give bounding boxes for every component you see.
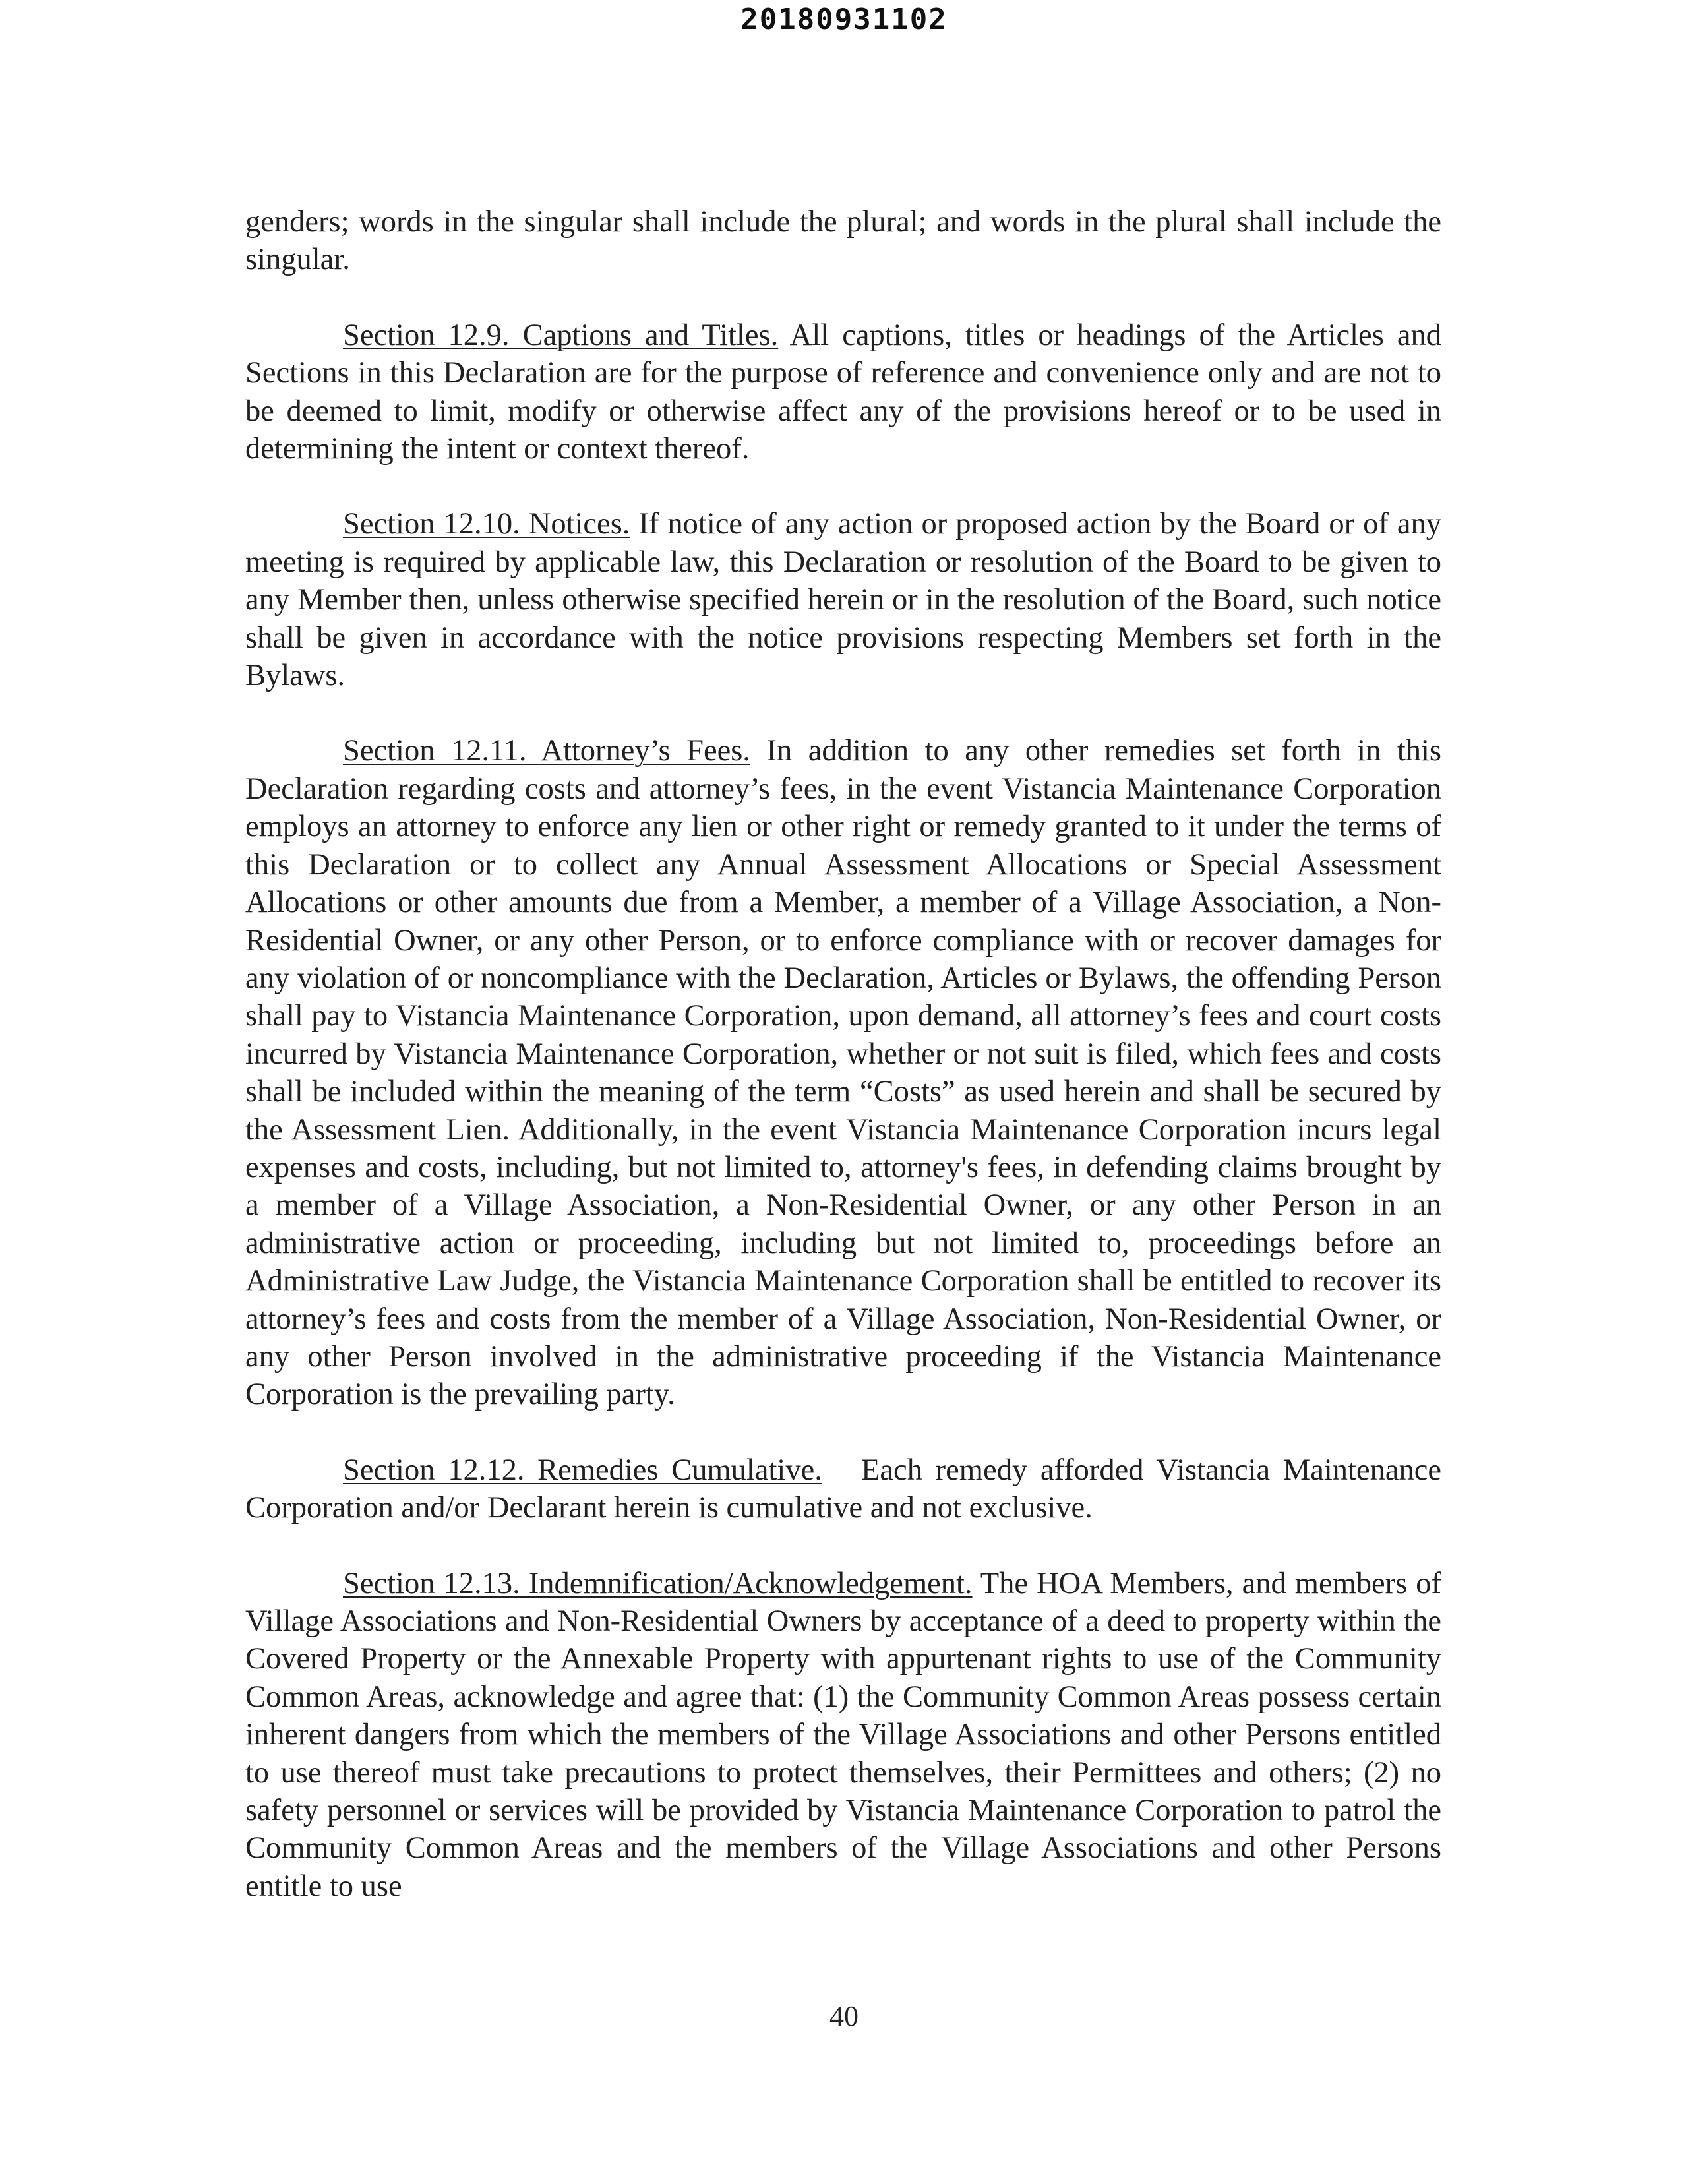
section-body: If notice of any action or proposed action by the Board or of any meeting is required by applicable law, this Declaration or resolution of the Board to be given to any Member then, unless otherwise specified herein or in the resolution of the Board, such notice shall be given in accordance with the notice provisions respecting Members set forth in the Bylaws. [245, 507, 1442, 693]
section-heading: Section 12.11. Attorney’s Fees. [343, 734, 751, 768]
section-body: Each remedy afforded Vistancia Maintenance Corporation and/or Declarant herein is cumulative and not exclusive. [245, 1453, 1441, 1525]
intro-paragraph: genders; words in the singular shall include the plural; and words in the plural shall include the singular. [245, 205, 1441, 277]
section-heading: Section 12.9. Captions and Titles. [343, 318, 779, 352]
section-heading: Section 12.13. Indemnification/Acknowledgement. [343, 1566, 973, 1600]
section-body: In addition to any other remedies set forth in this Declaration regarding costs and attorney’s fees, in the event Vistancia Maintenance Corporation employs an attorney to enforce any lien or other right or remedy granted to it under the terms of this Declaration or to collect any Annual Assessment Allocations or Special Assessment Allocations or other amounts due from a Member, a member of a Village Association, a Non-Residential Owner, or any other Person, or to enforce compliance with or recover damages for any violation of or noncompliance with the Declaration, Articles or Bylaws, the offending Person shall pay to Vistancia Maintenance Corporation, upon demand, all attorney’s fees and court costs incurred by Vistancia Maintenance Corporation, whether or not suit is filed, which fees and costs shall be included within the meaning of the term “Costs” as used herein and shall be secured by the Assessment Lien. Additionally, in the event Vistancia Maintenance Corporation incurs legal expenses and costs, including, but not limited to, attorney's fees, in defending claims brought by a member of a Village Association, a Non-Residential Owner, or any other Person in an administrative action or proceeding, including but not limited to, proceedings before an Administrative Law Judge, the Vistancia Maintenance Corporation shall be entitled to recover its attorney’s fees and costs from the member of a Village Association, Non-Residential Owner, or any other Person involved in the administrative proceeding if the Vistancia Maintenance Corporation is the prevailing party. [245, 734, 1442, 1412]
section-heading: Section 12.10. Notices. [343, 507, 630, 541]
page-number: 40 [829, 2000, 859, 2032]
recording-number: 20180931102 [740, 3, 948, 36]
section-body: All captions, titles or headings of the Articles and Sections in this Declaration are for the purpose of reference and convenience only and are not to be deemed to limit, modify or otherwise affect any of the provisions hereof or to be used in determining the intent or context thereof. [245, 318, 1441, 466]
section-12-12 [245, 1451, 1441, 1527]
section-12-9 [245, 317, 1441, 468]
section-12-13 [245, 1565, 1441, 1906]
section-body: The HOA Members, and members of Village Associations and Non-Residential Owners by acceptance of a deed to property within the Covered Property or the Annexable Property with appurtenant rights to use of the Community Common Areas, acknowledge and agree that: (1) the Community Common Areas possess certain inherent dangers from which the members of the Village Associations and other Persons entitled to use thereof must take precautions to protect themselves, their Permittees and others; (2) no safety personnel or services will be provided by Vistancia Maintenance Corporation to patrol the Community Common Areas and the members of the Village Associations and other Persons entitle to use [245, 1566, 1441, 1903]
document-body [245, 203, 1441, 1943]
section-12-10 [245, 505, 1441, 694]
section-12-11 [245, 732, 1441, 1413]
section-heading: Section 12.12. Remedies Cumulative. [343, 1453, 822, 1487]
